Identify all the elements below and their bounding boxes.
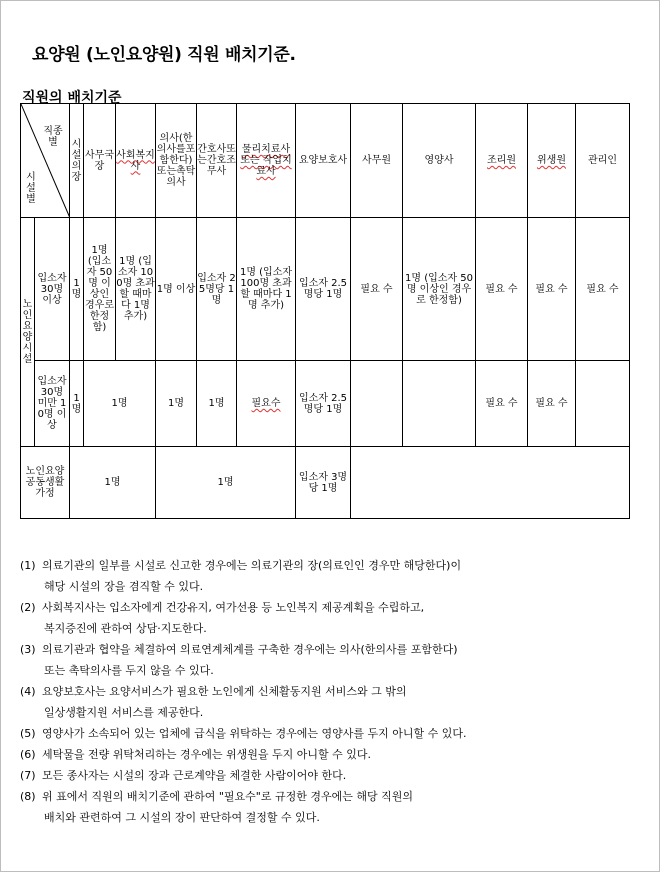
note-continuation: 또는 촉탁의사를 두지 않을 수 있다. [44,664,214,677]
page-title: 요양원 (노인요양원) 직원 배치기준. [32,45,296,65]
cell-secretary-social-worker: 1명 [84,361,156,447]
table-row [21,218,630,361]
col-header-secretary-general: 사무국장 [84,104,116,218]
facility-type-label: 노인요양시설 [21,218,35,447]
staffing-table [20,103,630,519]
cell-rest-empty [351,447,630,519]
col-header-caregiver: 요양보호사 [296,104,351,218]
header-row [21,104,630,218]
col-header-facility-head: 시설의장 [70,104,84,218]
cell-doctor-nurse-therapist: 1명 [156,447,296,519]
col-header-nurse: 간호사또는간호조무사 [197,104,237,218]
note-continuation: 배치와 관련하여 그 시설의 장이 판단하여 결정할 수 있다. [44,811,320,824]
cell-sanitation: 필요 수 [528,218,576,361]
row-label-10-to-30: 입소자 30명 미만 10명 이상 [35,361,70,447]
col-header-office-worker: 사무원 [351,104,403,218]
row-label-30-plus: 입소자 30명 이상 [35,218,70,361]
table-row [21,447,630,519]
cell-nutritionist: 1명 (입소자 50명 이상인 경우로 한정함) [403,218,476,361]
note-item: (7) 모든 종사자는 시설의 장과 근로계약을 체결한 사람이어야 한다. [20,769,347,782]
cell-nurse: 1명 [197,361,237,447]
cell-office-worker: 필요 수 [351,218,403,361]
note-continuation: 일상생활지원 서비스를 제공한다. [44,706,204,719]
col-header-nutritionist: 영양사 [403,104,476,218]
corner-label-facility: 시설별 [26,172,36,205]
table-subtitle: 직원의 배치기준 [22,90,122,106]
cell-caregiver: 입소자 2.5명당 1명 [296,361,351,447]
note-item: (3) 의료기관과 협약을 체결하여 의료연계체계를 구축한 경우에는 의사(한의사를 포함한다) [20,643,458,656]
note-continuation: 복지증진에 관하여 상담·지도한다. [44,622,207,635]
col-header-therapist: 물리치료사 또는 작업치료사 [237,104,296,218]
cell-doctor: 1명 이상 [156,218,197,361]
cell-cook: 필요 수 [476,218,528,361]
cell-social-worker: 1명 (입소자 100명 초과할 때마다 1명 추가) [116,218,156,361]
col-header-manager: 관리인 [576,104,630,218]
cell-head: 1명 [70,218,84,361]
cell-therapist: 필요수 [237,361,296,447]
cell-cook: 필요 수 [476,361,528,447]
note-item: (5) 영양사가 소속되어 있는 업체에 급식을 위탁하는 경우에는 영양사를 두지 아니할 수 있다. [20,727,467,740]
cell-office-worker [351,361,403,447]
corner-header [21,104,70,218]
corner-label-job: 직종별 [43,126,63,148]
col-header-sanitation: 위생원 [528,104,576,218]
cell-caregiver: 입소자 3명당 1명 [296,447,351,519]
col-header-social-worker: 사회복지사 [116,104,156,218]
note-item: (1) 의료기관의 일부를 시설로 신고한 경우에는 의료기관의 장(의료인인 경우만 해당한다)이 [20,559,462,572]
col-header-cook: 조리원 [476,104,528,218]
cell-therapist: 1명 (입소자 100명 초과할 때마다 1명 추가) [237,218,296,361]
row-label-group-home: 노인요양 공동생활 가정 [21,447,70,519]
cell-head-secretary-social: 1명 [70,447,156,519]
cell-caregiver: 입소자 2.5명당 1명 [296,218,351,361]
note-item: (6) 세탁물을 전량 위탁처리하는 경우에는 위생원을 두지 아니할 수 있다. [20,748,371,761]
table-row [21,361,630,447]
cell-nurse: 입소자 25명당 1명 [197,218,237,361]
cell-nutritionist [403,361,476,447]
note-continuation: 해당 시설의 장을 겸직할 수 있다. [44,580,204,593]
note-item: (8) 위 표에서 직원의 배치기준에 관하여 "필요수"로 규정한 경우에는 해당 직원의 [20,790,413,803]
cell-manager: 필요 수 [576,218,630,361]
notes-list [20,555,640,828]
cell-manager [576,361,630,447]
cell-doctor: 1명 [156,361,197,447]
cell-secretary: 1명 (입소자 50명 이상인 경우로 한정함) [84,218,116,361]
col-header-doctor: 의사(한의사를포함한다)또는촉탁의사 [156,104,197,218]
cell-head: 1명 [70,361,84,447]
cell-sanitation: 필요 수 [528,361,576,447]
note-item: (2) 사회복지사는 입소자에게 건강유지, 여가선용 등 노인복지 제공계획을 수립하고, [20,601,425,614]
note-item: (4) 요양보호사는 요양서비스가 필요한 노인에게 신체활동지원 서비스와 그 밖의 [20,685,407,698]
